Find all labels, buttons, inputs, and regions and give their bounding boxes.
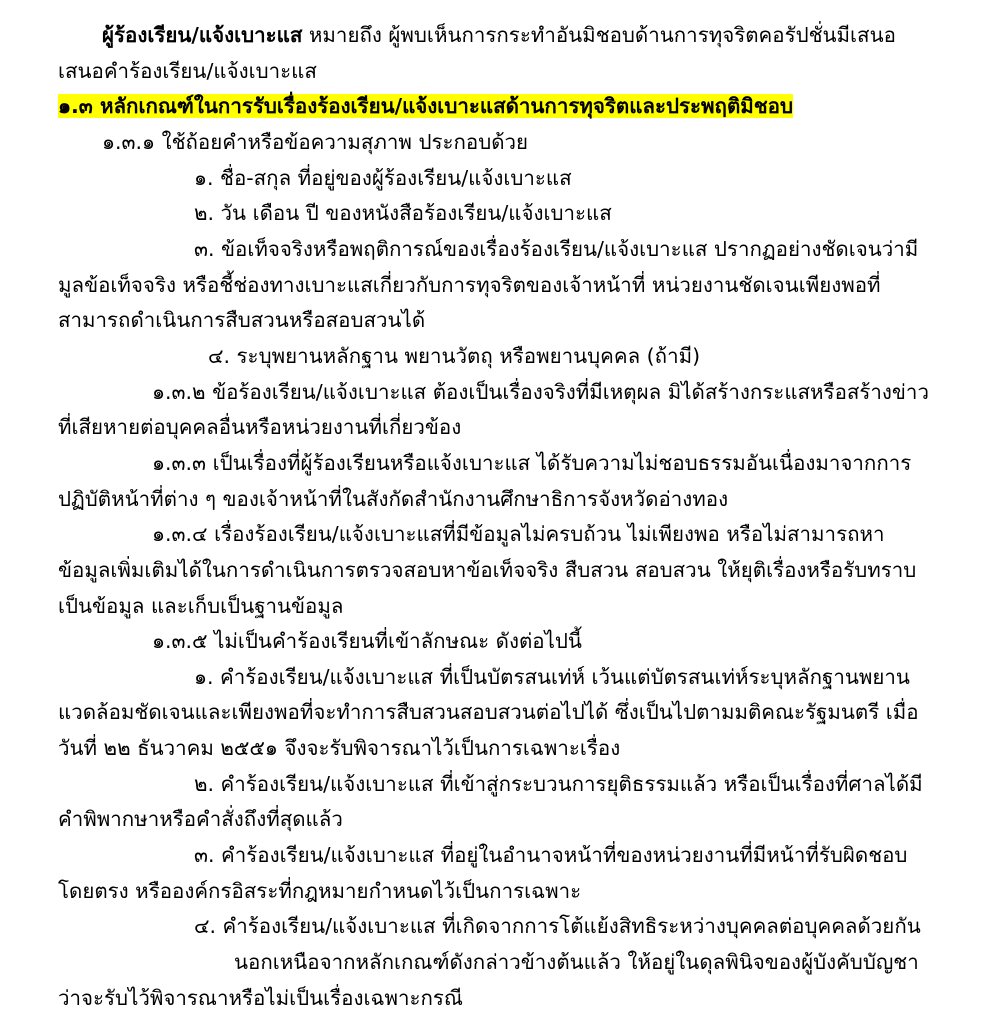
text-run: ๔. ระบุพยานหลักฐาน พยานวัตถุ หรือพยานบุคคล (ถ้ามี) — [208, 343, 701, 368]
paragraph-item-1-3-1 — [58, 125, 932, 161]
paragraph-item-1-3-1-2 — [58, 196, 932, 232]
text-run: ๒. คำร้องเรียน/แจ้งเบาะแส ที่เข้าสู่กระบวนการยุติธรรมแล้ว หรือเป็นเรื่องที่ศาลได้มีคำพิพากษาหรือคำสั่งถึงที่สุดแล้ว — [58, 771, 923, 832]
paragraph-item-1-3-5-1 — [58, 660, 932, 767]
paragraph-item-1-3-3 — [58, 446, 932, 517]
text-run: ๑.๓.๒ ข้อร้องเรียน/แจ้งเบาะแส ต้องเป็นเรื่องจริงที่มีเหตุผล มิได้สร้างกระแสหรือสร้างข่าวที่เสียหายต่อบุคคลอื่นหรือหน่วยงานที่เกี่ยวข้อง — [58, 379, 929, 440]
paragraph-item-1-3-5-2 — [58, 767, 932, 838]
paragraph-item-1-3-1-1 — [58, 161, 932, 197]
text-run: ๑. คำร้องเรียน/แจ้งเบาะแส ที่เป็นบัตรสนเท่ห์ เว้นแต่บัตรสนเท่ห์ระบุหลักฐานพยานแวดล้อมชัดเจนและเพียงพอที่จะทำการสืบสวนสอบสวนต่อไปได้ ซึ่งเป็นไปตามมติคณะรัฐมนตรี เมื่อวันที่ ๒๒ ธันวาคม ๒๕๕๑ จึงจะรับพิจารณาไว้เป็นการเฉพาะเรื่อง — [58, 664, 919, 761]
document-body — [58, 18, 932, 1016]
text-run: หมายถึง ผู้พบเห็นการกระทำอันมิชอบด้านการทุจริตคอรัปชั่นมีเสนอเสนอคำร้องเรียน/แจ้งเบาะแส — [58, 23, 896, 83]
paragraph-item-1-3-1-4 — [58, 339, 932, 375]
paragraph-item-1-3-5-3 — [58, 838, 932, 909]
text-run: ๓. คำร้องเรียน/แจ้งเบาะแส ที่อยู่ในอำนาจหน้าที่ของหน่วยงานที่มีหน้าที่รับผิดชอบโดยตรง หรือองค์กรอิสระที่กฎหมายกำหนดไว้เป็นการเฉพาะ — [58, 843, 908, 903]
text-run: ๓. ข้อเท็จจริงหรือพฤติการณ์ของเรื่องร้องเรียน/แจ้งเบาะแส ปรากฏอย่างชัดเจนว่ามีมูลข้อเท็จจริง หรือชี้ช่องทางเบาะแสเกี่ยวกับการทุจริตของเจ้าหน้าที่ หน่วยงานชัดเจนเพียงพอที่สามารถดำเนินการสืบสวนหรือสอบสวนได้ — [58, 236, 919, 333]
text-bold: ผู้ร้องเรียน/แจ้งเบาะแส — [102, 23, 303, 47]
text-run: ๑.๓.๕ ไม่เป็นคำร้องเรียนที่เข้าลักษณะ ดังต่อไปนี้ — [152, 629, 582, 654]
paragraph-closing-note — [58, 945, 932, 1016]
text-run: ๑.๓.๑ ใช้ถ้อยคำหรือข้อความสุภาพ ประกอบด้วย — [102, 129, 529, 154]
text-run: ๑.๓.๓ เป็นเรื่องที่ผู้ร้องเรียนหรือแจ้งเบาะแส ได้รับความไม่ชอบธรรมอันเนื่องมาจากการปฏิบัติหน้าที่ต่าง ๆ ของเจ้าหน้าที่ในสังกัดสำนักงานศึกษาธิการจังหวัดอ่างทอง — [58, 450, 912, 511]
text-run: ๔. คำร้องเรียน/แจ้งเบาะแส ที่เกิดจากการโต้แย้งสิทธิระหว่างบุคคลต่อบุคคลด้วยกัน — [194, 914, 921, 939]
paragraph-item-1-3-4 — [58, 517, 932, 624]
paragraph-item-1-3-5 — [58, 624, 932, 660]
text-run: ๑. ชื่อ-สกุล ที่อยู่ของผู้ร้องเรียน/แจ้งเบาะแส — [194, 165, 572, 190]
paragraph-item-1-3-2 — [58, 375, 932, 446]
paragraph-heading-1-3 — [58, 89, 932, 125]
paragraph-definition-complainant — [58, 18, 932, 89]
paragraph-item-1-3-5-4 — [58, 909, 932, 945]
text-run: นอกเหนือจากหลักเกณฑ์ดังกล่าวข้างต้นแล้ว ให้อยู่ในดุลพินิจของผู้บังคับบัญชาว่าจะรับไว้พิจารณาหรือไม่เป็นเรื่องเฉพาะกรณี — [58, 950, 919, 1010]
text-run: ๑.๓.๔ เรื่องร้องเรียน/แจ้งเบาะแสที่มีข้อมูลไม่ครบถ้วน ไม่เพียงพอ หรือไม่สามารถหาข้อมูลเพิ่มเติมได้ในการดำเนินการตรวจสอบหาข้อเท็จจริง สืบสวน สอบสวน ให้ยุติเรื่องหรือรับทราบเป็นข้อมูล และเก็บเป็นฐานข้อมูล — [58, 522, 917, 618]
text-highlighted: ๑.๓ หลักเกณฑ์ในการรับเรื่องร้องเรียน/แจ้งเบาะแสด้านการทุจริตและประพฤติมิชอบ — [58, 94, 794, 119]
paragraph-item-1-3-1-3 — [58, 232, 932, 339]
text-run: ๒. วัน เดือน ปี ของหนังสือร้องเรียน/แจ้งเบาะแส — [194, 201, 612, 226]
